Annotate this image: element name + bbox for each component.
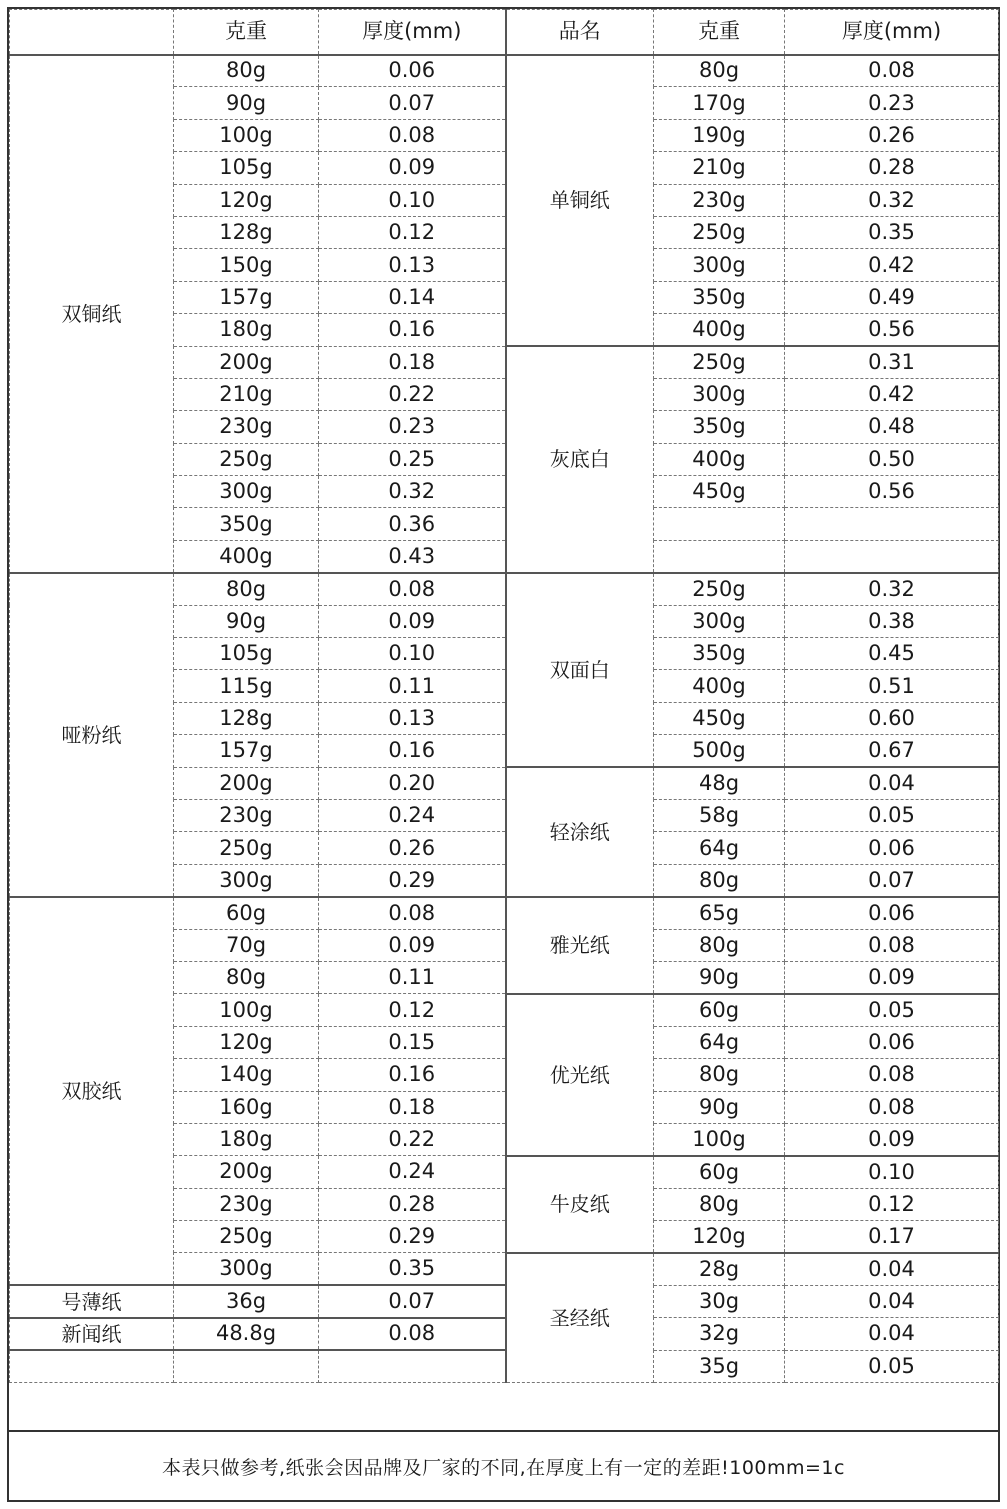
left-thickness-cell: 0.18 <box>319 1091 506 1123</box>
right-weight-cell: 500g <box>654 735 785 767</box>
right-paper-name: 牛皮纸 <box>506 1156 654 1253</box>
header-left-thickness: 厚度(mm) <box>319 10 506 55</box>
left-weight-cell: 180g <box>174 314 319 346</box>
left-thickness-cell: 0.43 <box>319 540 506 572</box>
left-weight-cell: 80g <box>174 55 319 87</box>
right-thickness-cell: 0.35 <box>785 216 999 248</box>
right-weight-cell: 190g <box>654 119 785 151</box>
left-thickness-cell: 0.14 <box>319 281 506 313</box>
right-weight-cell: 32g <box>654 1318 785 1350</box>
left-weight-cell: 128g <box>174 702 319 734</box>
left-weight-cell: 300g <box>174 1253 319 1285</box>
left-thickness-cell: 0.22 <box>319 1123 506 1155</box>
right-weight-cell: 90g <box>654 961 785 993</box>
right-thickness-cell: 0.12 <box>785 1188 999 1220</box>
right-thickness-cell: 0.08 <box>785 929 999 961</box>
left-weight-cell: 120g <box>174 184 319 216</box>
left-thickness-cell: 0.08 <box>319 1318 506 1350</box>
left-weight-cell: 105g <box>174 638 319 670</box>
left-thickness-cell: 0.25 <box>319 443 506 475</box>
header-right-weight: 克重 <box>654 10 785 55</box>
header-right-thickness: 厚度(mm) <box>785 10 999 55</box>
right-thickness-cell: 0.50 <box>785 443 999 475</box>
right-paper-name: 雅光纸 <box>506 897 654 994</box>
left-weight-cell: 210g <box>174 378 319 410</box>
left-weight-cell: 90g <box>174 605 319 637</box>
right-thickness-cell: 0.08 <box>785 1059 999 1091</box>
right-weight-cell: 80g <box>654 864 785 896</box>
right-thickness-cell: 0.17 <box>785 1221 999 1253</box>
paper-thickness-sheet <box>7 7 1000 1502</box>
left-thickness-cell: 0.10 <box>319 638 506 670</box>
left-paper-name: 双胶纸 <box>10 897 174 1286</box>
right-thickness-cell: 0.09 <box>785 961 999 993</box>
right-thickness-cell: 0.05 <box>785 1350 999 1382</box>
table-row <box>10 1285 999 1317</box>
left-paper-name: 新闻纸 <box>10 1318 174 1350</box>
right-thickness-cell: 0.28 <box>785 152 999 184</box>
left-weight-cell: 250g <box>174 1221 319 1253</box>
right-thickness-cell: 0.08 <box>785 55 999 87</box>
left-weight-cell: 70g <box>174 929 319 961</box>
right-thickness-cell: 0.56 <box>785 314 999 346</box>
left-weight-cell: 157g <box>174 735 319 767</box>
right-weight-cell: 80g <box>654 55 785 87</box>
right-thickness-cell: 0.05 <box>785 994 999 1026</box>
left-weight-cell: 250g <box>174 832 319 864</box>
right-weight-cell: 64g <box>654 832 785 864</box>
left-weight-cell: 300g <box>174 476 319 508</box>
left-weight-cell: 230g <box>174 411 319 443</box>
right-weight-cell: 300g <box>654 249 785 281</box>
right-thickness-cell: 0.51 <box>785 670 999 702</box>
left-thickness-cell: 0.16 <box>319 1059 506 1091</box>
right-thickness-cell: 0.38 <box>785 605 999 637</box>
right-thickness-cell: 0.09 <box>785 1123 999 1155</box>
left-weight-cell: 100g <box>174 994 319 1026</box>
left-weight-cell: 350g <box>174 508 319 540</box>
table-row <box>10 55 999 87</box>
right-thickness-cell: 0.56 <box>785 476 999 508</box>
left-thickness-cell: 0.09 <box>319 605 506 637</box>
right-thickness-cell: 0.67 <box>785 735 999 767</box>
left-weight-cell: 180g <box>174 1123 319 1155</box>
left-weight-cell: 80g <box>174 961 319 993</box>
left-paper-name <box>10 1350 174 1382</box>
left-weight-cell: 140g <box>174 1059 319 1091</box>
left-paper-name: 哑粉纸 <box>10 573 174 897</box>
right-weight-cell: 90g <box>654 1091 785 1123</box>
left-weight-cell: 36g <box>174 1285 319 1317</box>
table-row <box>10 1318 999 1350</box>
right-thickness-cell: 0.32 <box>785 184 999 216</box>
left-thickness-cell: 0.08 <box>319 573 506 605</box>
left-thickness-cell: 0.08 <box>319 897 506 929</box>
left-weight-cell: 230g <box>174 799 319 831</box>
left-weight-cell: 230g <box>174 1188 319 1220</box>
left-thickness-cell: 0.18 <box>319 346 506 378</box>
left-weight-cell: 300g <box>174 864 319 896</box>
right-weight-cell: 350g <box>654 411 785 443</box>
right-weight-cell: 100g <box>654 1123 785 1155</box>
right-paper-name: 优光纸 <box>506 994 654 1156</box>
header-left-weight: 克重 <box>174 10 319 55</box>
right-weight-cell: 170g <box>654 87 785 119</box>
left-thickness-cell: 0.22 <box>319 378 506 410</box>
left-thickness-cell: 0.12 <box>319 994 506 1026</box>
left-thickness-cell: 0.35 <box>319 1253 506 1285</box>
left-weight-cell: 120g <box>174 1026 319 1058</box>
left-weight-cell: 80g <box>174 573 319 605</box>
right-weight-cell: 230g <box>654 184 785 216</box>
left-weight-cell: 250g <box>174 443 319 475</box>
left-thickness-cell: 0.13 <box>319 249 506 281</box>
left-thickness-cell: 0.06 <box>319 55 506 87</box>
right-weight-cell: 400g <box>654 443 785 475</box>
left-thickness-cell: 0.13 <box>319 702 506 734</box>
right-weight-cell: 400g <box>654 670 785 702</box>
right-thickness-cell: 0.05 <box>785 799 999 831</box>
right-weight-cell: 30g <box>654 1285 785 1317</box>
right-thickness-cell: 0.06 <box>785 1026 999 1058</box>
right-weight-cell <box>654 508 785 540</box>
left-weight-cell: 100g <box>174 119 319 151</box>
right-thickness-cell: 0.04 <box>785 767 999 799</box>
left-thickness-cell: 0.16 <box>319 735 506 767</box>
right-weight-cell: 65g <box>654 897 785 929</box>
right-thickness-cell <box>785 540 999 572</box>
left-thickness-cell: 0.09 <box>319 929 506 961</box>
right-weight-cell: 450g <box>654 476 785 508</box>
right-weight-cell: 250g <box>654 216 785 248</box>
right-thickness-cell: 0.10 <box>785 1156 999 1188</box>
table-row <box>10 573 999 605</box>
left-thickness-cell: 0.10 <box>319 184 506 216</box>
left-thickness-cell: 0.26 <box>319 832 506 864</box>
right-thickness-cell: 0.23 <box>785 87 999 119</box>
left-thickness-cell: 0.29 <box>319 864 506 896</box>
right-thickness-cell: 0.06 <box>785 832 999 864</box>
left-weight-cell <box>174 1350 319 1382</box>
right-weight-cell: 60g <box>654 1156 785 1188</box>
table-row <box>10 897 999 929</box>
right-weight-cell: 210g <box>654 152 785 184</box>
right-weight-cell: 28g <box>654 1253 785 1285</box>
right-thickness-cell: 0.42 <box>785 378 999 410</box>
right-weight-cell: 450g <box>654 702 785 734</box>
left-thickness-cell: 0.20 <box>319 767 506 799</box>
right-thickness-cell: 0.49 <box>785 281 999 313</box>
left-thickness-cell: 0.15 <box>319 1026 506 1058</box>
right-thickness-cell: 0.04 <box>785 1285 999 1317</box>
right-paper-name: 轻涂纸 <box>506 767 654 897</box>
left-thickness-cell: 0.07 <box>319 87 506 119</box>
right-weight-cell: 300g <box>654 605 785 637</box>
left-thickness-cell: 0.11 <box>319 670 506 702</box>
left-weight-cell: 160g <box>174 1091 319 1123</box>
right-weight-cell: 250g <box>654 346 785 378</box>
right-weight-cell: 64g <box>654 1026 785 1058</box>
right-thickness-cell: 0.08 <box>785 1091 999 1123</box>
right-thickness-cell: 0.04 <box>785 1253 999 1285</box>
right-weight-cell: 350g <box>654 281 785 313</box>
left-weight-cell: 48.8g <box>174 1318 319 1350</box>
paper-thickness-table <box>9 9 999 1383</box>
left-weight-cell: 128g <box>174 216 319 248</box>
left-thickness-cell: 0.24 <box>319 799 506 831</box>
right-thickness-cell: 0.45 <box>785 638 999 670</box>
right-weight-cell <box>654 540 785 572</box>
right-thickness-cell: 0.60 <box>785 702 999 734</box>
left-weight-cell: 105g <box>174 152 319 184</box>
left-paper-name: 号薄纸 <box>10 1285 174 1317</box>
left-weight-cell: 400g <box>174 540 319 572</box>
right-weight-cell: 250g <box>654 573 785 605</box>
right-weight-cell: 120g <box>654 1221 785 1253</box>
right-thickness-cell: 0.42 <box>785 249 999 281</box>
left-thickness-cell: 0.24 <box>319 1156 506 1188</box>
left-weight-cell: 200g <box>174 767 319 799</box>
right-weight-cell: 58g <box>654 799 785 831</box>
left-weight-cell: 150g <box>174 249 319 281</box>
right-thickness-cell <box>785 508 999 540</box>
right-paper-name: 圣经纸 <box>506 1253 654 1383</box>
table-header-row <box>10 10 999 55</box>
right-weight-cell: 300g <box>654 378 785 410</box>
left-weight-cell: 115g <box>174 670 319 702</box>
left-thickness-cell: 0.16 <box>319 314 506 346</box>
right-thickness-cell: 0.04 <box>785 1318 999 1350</box>
left-thickness-cell: 0.08 <box>319 119 506 151</box>
left-thickness-cell: 0.23 <box>319 411 506 443</box>
left-thickness-cell: 0.11 <box>319 961 506 993</box>
left-weight-cell: 200g <box>174 346 319 378</box>
left-thickness-cell: 0.29 <box>319 1221 506 1253</box>
right-weight-cell: 80g <box>654 1188 785 1220</box>
left-thickness-cell <box>319 1350 506 1382</box>
right-thickness-cell: 0.07 <box>785 864 999 896</box>
left-thickness-cell: 0.07 <box>319 1285 506 1317</box>
left-thickness-cell: 0.09 <box>319 152 506 184</box>
right-paper-name: 灰底白 <box>506 346 654 573</box>
left-thickness-cell: 0.12 <box>319 216 506 248</box>
left-weight-cell: 157g <box>174 281 319 313</box>
right-thickness-cell: 0.48 <box>785 411 999 443</box>
table-body <box>10 55 999 1383</box>
right-weight-cell: 60g <box>654 994 785 1026</box>
left-thickness-cell: 0.28 <box>319 1188 506 1220</box>
left-weight-cell: 60g <box>174 897 319 929</box>
right-weight-cell: 350g <box>654 638 785 670</box>
right-thickness-cell: 0.32 <box>785 573 999 605</box>
header-right-name: 品名 <box>506 10 654 55</box>
right-weight-cell: 400g <box>654 314 785 346</box>
right-paper-name: 单铜纸 <box>506 55 654 347</box>
right-weight-cell: 48g <box>654 767 785 799</box>
left-weight-cell: 200g <box>174 1156 319 1188</box>
header-left-name <box>10 10 174 55</box>
left-paper-name: 双铜纸 <box>10 55 174 573</box>
right-thickness-cell: 0.26 <box>785 119 999 151</box>
left-thickness-cell: 0.32 <box>319 476 506 508</box>
footer-note: 本表只做参考,纸张会因品牌及厂家的不同,在厚度上有一定的差距!100mm=1c <box>9 1430 998 1500</box>
right-thickness-cell: 0.06 <box>785 897 999 929</box>
left-thickness-cell: 0.36 <box>319 508 506 540</box>
right-paper-name: 双面白 <box>506 573 654 767</box>
right-weight-cell: 80g <box>654 1059 785 1091</box>
right-weight-cell: 35g <box>654 1350 785 1382</box>
table-row <box>10 1350 999 1382</box>
left-weight-cell: 90g <box>174 87 319 119</box>
right-thickness-cell: 0.31 <box>785 346 999 378</box>
right-weight-cell: 80g <box>654 929 785 961</box>
